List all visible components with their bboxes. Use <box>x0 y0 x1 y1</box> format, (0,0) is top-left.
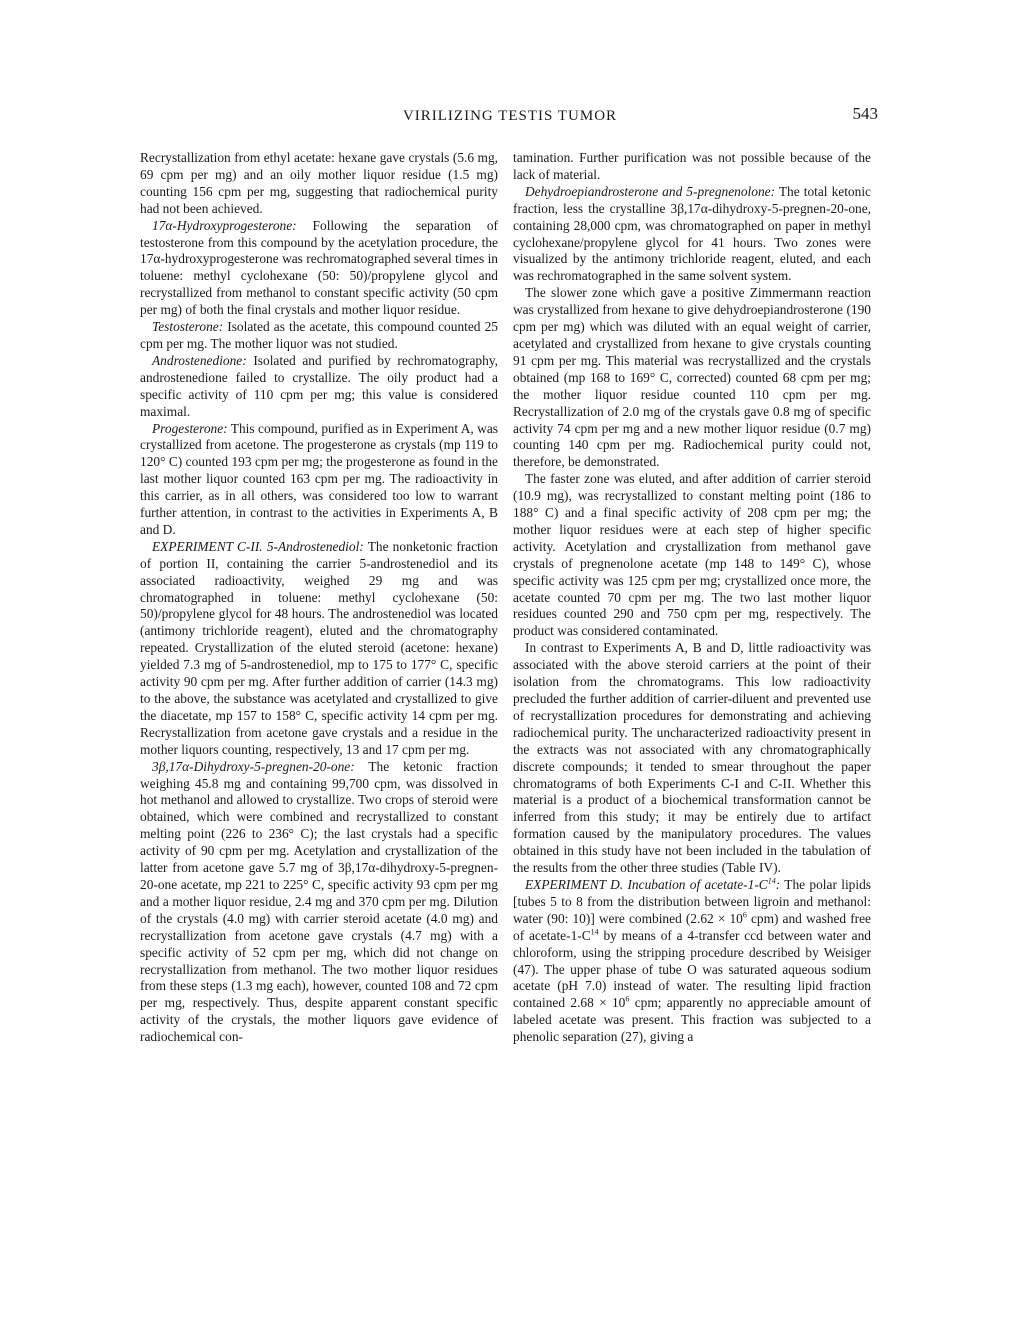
run-in-heading: 17α-Hydroxyprogesterone: <box>152 217 297 233</box>
paragraph: Dehydroepiandrosterone and 5-pregnenolone: The total ketonic fraction, less the crystalline 3β,17α-dihydroxy-5-pregnen-20-one, containing 28,000 cpm, was chromatographed on paper in methyl cyclohexane/propylene glycol for 41 hours. Two zones were visualized by the antimony trichloride reagent, eluted, and each was rechromatographed in the same solvent system. <box>513 183 871 284</box>
paragraph: EXPERIMENT C-II. 5-Androstenediol: The nonketonic fraction of portion II, containing the carrier 5-androstenediol and its associated radioactivity, weighed 29 mg and was chromatographed in toluene: methyl cyclohexane (50: 50)/propylene glycol for 48 hours. The androstenediol was located (antimony trichloride reagent), eluted and the chromatography repeated. Crystallization of the eluted steroid (acetone: hexane) yielded 7.3 mg of 5-androstenediol, mp to 175 to 177° C, specific activity 90 cpm per mg. After further addition of carrier (14.3 mg) to the above, the substance was acetylated and crystallized to give the diacetate, mp 157 to 158° C, specific activity 14 cpm per mg. Recrystallization from acetone gave crystals and a residue in the mother liquors counting, respectively, 13 and 17 cpm per mg. <box>140 538 498 757</box>
paragraph: In contrast to Experiments A, B and D, little radioactivity was associated with the above steroid carriers at the point of their isolation from the chromatograms. This low radioactivity precluded the further addition of carrier-diluent and prevented use of recrystallization procedures for demonstrating and achieving radiochemical purity. The uncharacterized radioactivity present in the extracts was not associated with any chromatographically discrete compounds; it tended to smear throughout the paper chromatograms of both Experiments C-I and C-II. Whether this material is a product of a biochemical transformation cannot be inferred from this study; it may be entirely due to artifact formation caused by the manipulatory procedures. The values obtained in this study have not been included in the tabulation of the results from the other three studies (Table IV). <box>513 640 871 876</box>
paragraph: 17α-Hydroxyprogesterone: Following the separation of testosterone from this compound by the acetylation procedure, the 17α-hydroxyprogesterone was rechromatographed several times in toluene: methyl cyclohexane (50: 50)/propylene glycol and recrystallized from methanol to constant specific activity (50 cpm per mg) of both the final crystals and mother liquor residue. <box>140 217 498 318</box>
paragraph: Recrystallization from ethyl acetate: hexane gave crystals (5.6 mg, 69 cpm per mg) and an oily mother liquor residue (1.5 mg) counting 156 cpm per mg, suggesting that radiochemical purity had not been achieved. <box>140 150 498 216</box>
paragraph: Testosterone: Isolated as the acetate, this compound counted 25 cpm per mg. The mother liquor was not studied. <box>140 319 498 351</box>
section-heading: EXPERIMENT C-II. 5-Androstenediol: <box>152 538 364 554</box>
paragraph: The slower zone which gave a positive Zimmermann reaction was crystallized from hexane to give dehydroepiandrosterone (190 cpm per mg) which was diluted with an equal weight of carrier, acetylated and crystallized from hexane to give crystals counting 91 cpm per mg. This material was recrystallized and the crystals obtained (mp 168 to 169° C, corrected) counted 68 cpm per mg; the mother liquor residue counted 110 cpm per mg. Recrystallization of 2.0 mg of the crystals gave 0.8 mg of specific activity 74 cpm per mg and a new mother liquor residue (0.7 mg) counting 140 cpm per mg. Radiochemical purity could not, therefore, be demonstrated. <box>513 285 871 470</box>
run-in-heading: Testosterone: <box>152 319 224 335</box>
run-in-heading: Dehydroepiandrosterone and 5-pregnenolone: <box>525 183 776 199</box>
paragraph: The faster zone was eluted, and after addition of carrier steroid (10.9 mg), was recrystallized to constant melting point (186 to 188° C) and a final specific activity of 208 cpm per mg; the mother liquor residues were at each step of higher specific activity. Acetylation and crystallization from methanol gave crystals of pregnenolone acetate (mp 148 to 149° C), whose specific activity was 125 cpm per mg; crystallized once more, the acetate counted 70 cpm per mg. The two last mother liquor residues counted 290 and 750 cpm per mg, respectively. The product was considered contaminated. <box>513 471 871 639</box>
page-number: 543 <box>852 104 878 123</box>
paragraph: tamination. Further purification was not possible because of the lack of material. <box>513 150 871 182</box>
section-heading: EXPERIMENT D. Incubation of acetate-$1-C^{14}$: <box>525 876 781 892</box>
paragraph: Androstenedione: Isolated and purified by rechromatography, androstenedione failed to crystallize. The oily product had a specific activity of 110 cpm per mg; this value is considered maximal. <box>140 352 498 419</box>
paragraph: 3β,17α-Dihydroxy-5-pregnen-20-one: The ketonic fraction weighing 45.8 mg and containing 99,700 cpm, was dissolved in hot methanol and allowed to crystallize. Two crops of steroid were obtained, which were combined and recrystallized to constant melting point (226 to 236° C); the last crystals had a specific activity of 90 cpm per mg. Acetylation and crystallization of the latter from acetone gave 5.7 mg of 3β,17α-dihydroxy-5-pregnen-20-one acetate, mp 221 to 225° C, specific activity 93 cpm per mg and a mother liquor residue, 2.4 mg and 370 cpm per mg. Dilution of the crystals (4.0 mg) with carrier steroid acetate (4.0 mg) and recrystallization from acetone gave crystals (4.7 mg) with a specific activity of 52 cpm per mg, which did not change on recrystallization from methanol. The two mother liquor residues from these steps (1.3 mg each), however, counted 108 and 72 cpm per mg, respectively. Thus, despite apparent constant specific activity of the crystals, the mother liquors gave evidence of radiochemical con- <box>140 758 498 1045</box>
running-title: VIRILIZING TESTIS TUMOR <box>402 108 618 124</box>
paragraph: EXPERIMENT D. Incubation of acetate-$1-C^{14}$: The polar lipids [tubes 5 to 8 from the distribution between ligroin and methanol: water (90: 10)] were combined ($2.62 \times 10^6$ cpm) and washed free of acetate-$1-C^{14}$ by means of a 4-transfer ccd between water and chloroform, using the stripping procedure described by Weisiger (47). The upper phase of tube O was saturated aqueous sodium acetate (pH 7.0) instead of water. The resulting lipid fraction contained $2.68 \times 10^6$ cpm; apparently no appreciable amount of labeled acetate was present. This fraction was subjected to a phenolic separation (27), giving a <box>513 876 871 1045</box>
left-column <box>140 150 498 1046</box>
right-column <box>513 150 871 1046</box>
paragraph: Progesterone: This compound, purified as in Experiment A, was crystallized from acetone. The progesterone as crystals (mp 119 to 120° C) counted 193 cpm per mg; the progesterone as found in the last mother liquor counted 163 cpm per mg. The radioactivity in this carrier, as in all others, was considered too low to warrant further attention, in contrast to the activities in Experiments A, B and D. <box>140 420 498 537</box>
running-head <box>140 104 880 132</box>
run-in-heading: Androstenedione: <box>152 352 247 368</box>
run-in-heading: 3β,17α-Dihydroxy-5-pregnen-20-one: <box>152 758 355 774</box>
run-in-heading: Progesterone: <box>152 420 228 436</box>
